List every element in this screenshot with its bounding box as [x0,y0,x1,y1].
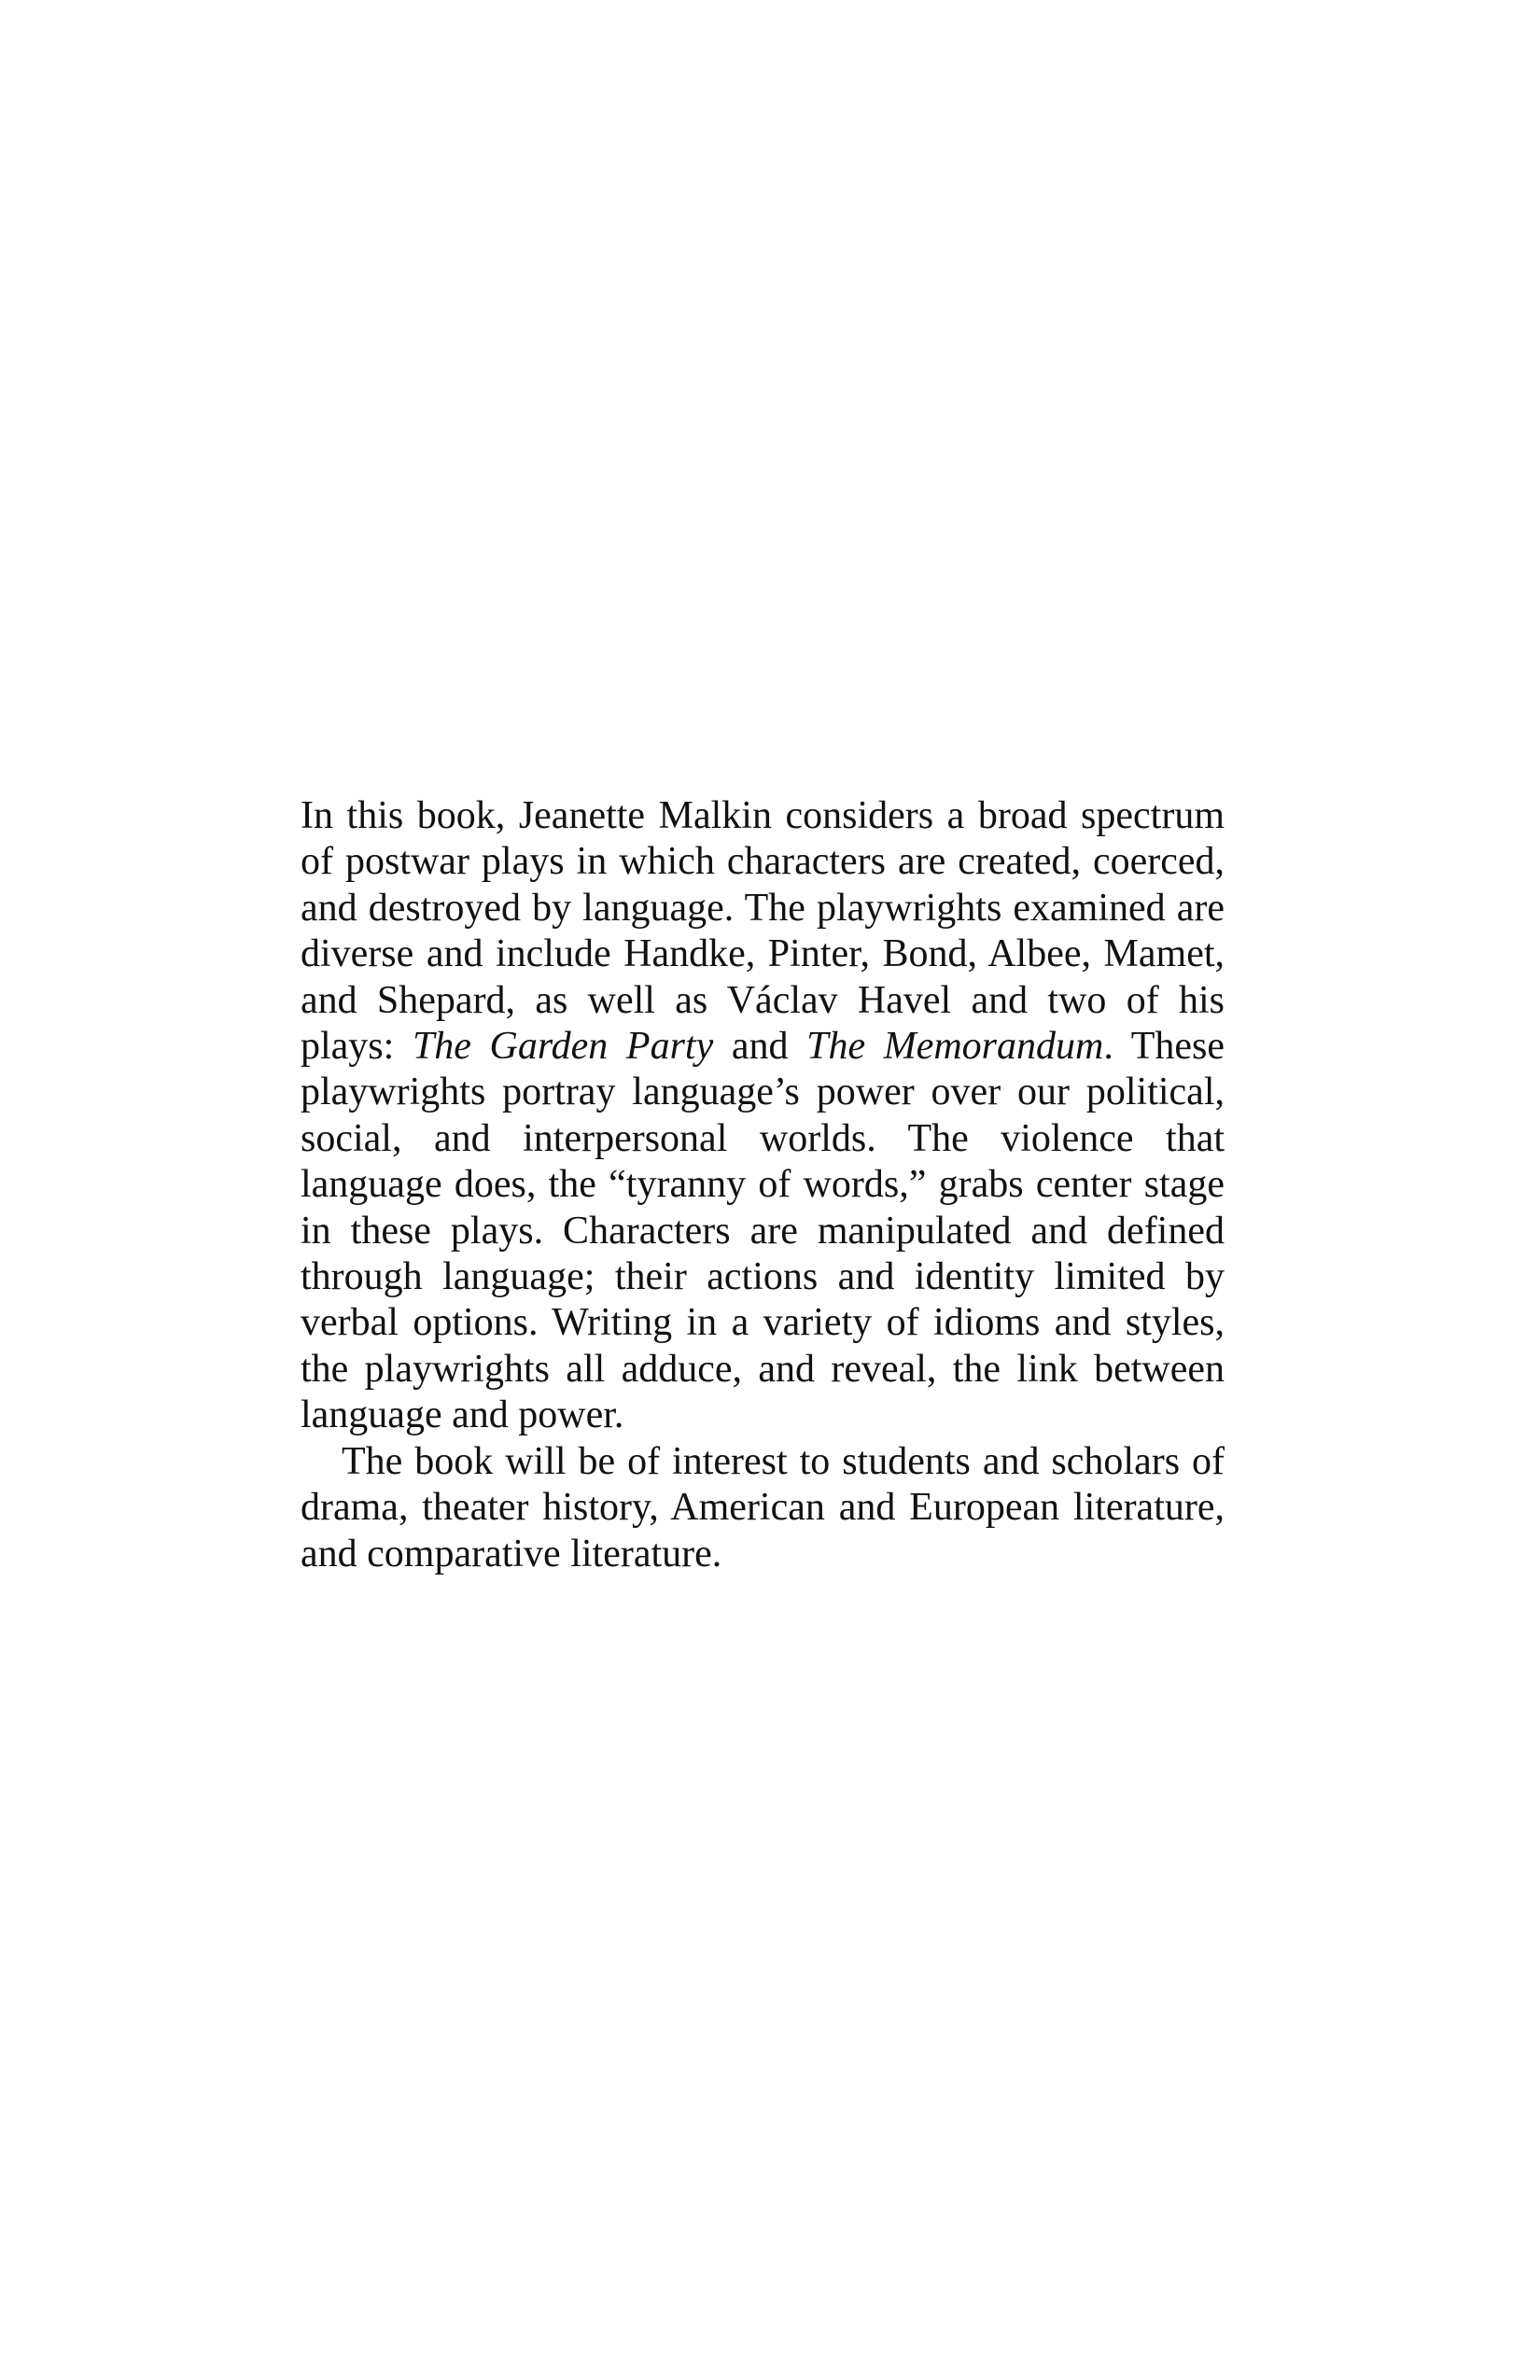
blurb-p1-text-c: . These playwrights portray language’s power over our political, social, and interpersonal worlds. The violence that language does, the “tyranny of words,” grabs center stage in these plays. Characters are manipulated and defined through language; their actions and identity limited by verbal options. Writing in a variety of idioms and styles, the playwrights all adduce, and reveal, the link between language and power. [301,1025,1225,1437]
title-garden-party: The Garden Party [412,1025,714,1069]
blurb-p1-text-b: and [713,1025,807,1069]
blurb-paragraph-2: The book will be of interest to students and scholars of drama, theater history, American and European literature, and comparative literature. [301,1439,1225,1575]
book-blurb [301,793,1225,1577]
title-memorandum: The Memorandum [806,1025,1104,1069]
blurb-paragraph-1 [301,793,1225,1439]
blurb-p1-text-a: In this book, Jeanette Malkin considers a broad spectrum of postwar plays in which characters are created, coerced, and destroyed by language. The playwrights examined are diverse and include Handke, Pinter, Bond, Albee, Mamet, and Shepard, as well as Václav Havel and two of his plays: [301,794,1225,1069]
